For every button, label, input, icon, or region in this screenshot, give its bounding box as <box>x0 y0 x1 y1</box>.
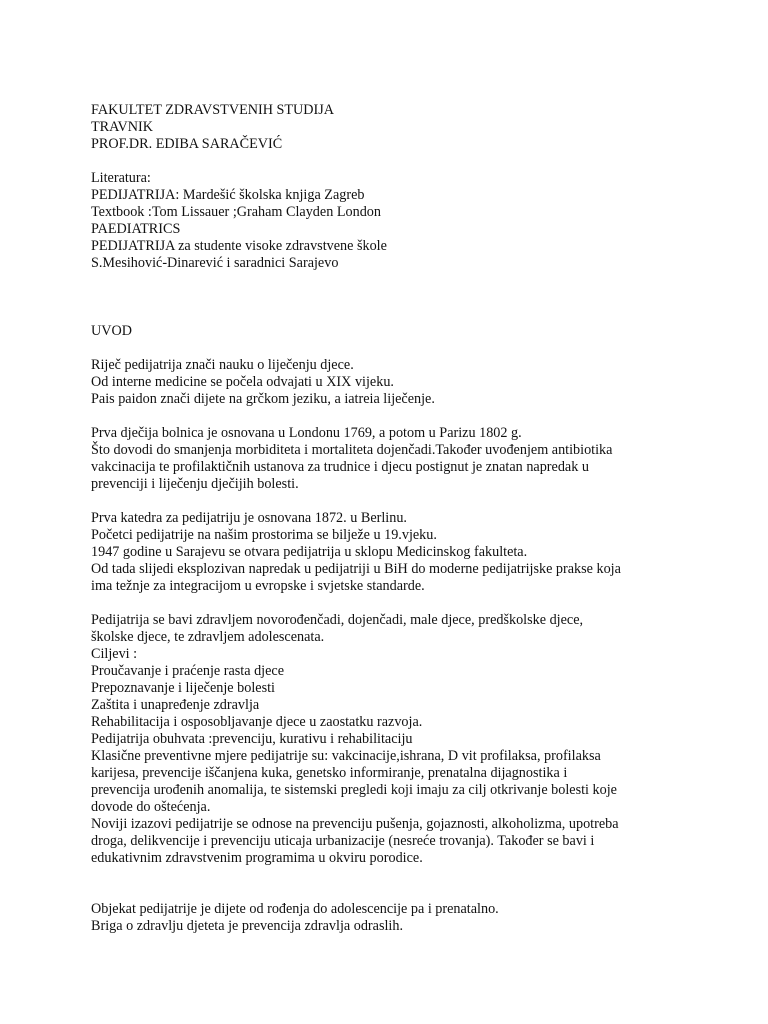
text-line: prevenciji i liječenju dječijih bolesti. <box>91 476 299 492</box>
text-line: vakcinacija te profilaktičnih ustanova za trudnice i djecu postignut je znatan napredak u <box>91 459 589 475</box>
literature-item: PAEDIATRICS <box>91 221 181 237</box>
text-line: Proučavanje i praćenje rasta djece <box>91 663 284 679</box>
text-line: Prepoznavanje i liječenje bolesti <box>91 680 275 696</box>
text-line: Od tada slijedi eksplozivan napredak u pedijatriji u BiH do moderne pedijatrijske prakse koja <box>91 561 621 577</box>
literature-item: S.Mesihović-Dinarević i saradnici Sarajevo <box>91 255 339 271</box>
text-line: prevencija urođenih anomalija, te sistemski pregledi koji imaju za cilj otkrivanje bolesti koje <box>91 782 617 798</box>
text-line: Briga o zdravlju djeteta je prevencija zdravlja odraslih. <box>91 918 403 934</box>
paragraph-scope <box>91 612 731 867</box>
text-line: Riječ pedijatrija znači nauku o liječenju djece. <box>91 357 354 373</box>
text-line: dovode do oštećenja. <box>91 799 211 815</box>
literature-item: Textbook :Tom Lissauer ;Graham Clayden London <box>91 204 381 220</box>
text-line: Prva dječija bolnica je osnovana u Londonu 1769, a potom u Parizu 1802 g. <box>91 425 522 441</box>
literature-item: PEDIJATRIJA: Mardešić školska knjiga Zagreb <box>91 187 365 203</box>
faculty-name: FAKULTET ZDRAVSTVENIH STUDIJA <box>91 102 335 118</box>
document-page <box>91 102 731 935</box>
text-line: Prva katedra za pedijatriju je osnovana 1872. u Berlinu. <box>91 510 407 526</box>
text-line: 1947 godine u Sarajevu se otvara pedijatrija u sklopu Medicinskog fakulteta. <box>91 544 528 560</box>
literature-item: PEDIJATRIJA za studente visoke zdravstvene škole <box>91 238 387 254</box>
text-line: Pais paidon znači dijete na grčkom jeziku, a iatreia liječenje. <box>91 391 435 407</box>
section-title: UVOD <box>91 323 132 339</box>
text-line: Noviji izazovi pedijatrije se odnose na prevenciju pušenja, gojaznosti, alkoholizma, upotreba <box>91 816 619 832</box>
paragraph-object <box>91 901 731 935</box>
author-name: PROF.DR. EDIBA SARAČEVIĆ <box>91 136 283 152</box>
literature-heading: Literatura: <box>91 170 151 186</box>
text-line: Pedijatrija obuhvata :prevenciju, kurativu i rehabilitaciju <box>91 731 413 747</box>
text-line: Rehabilitacija i osposobljavanje djece u zaostatku razvoja. <box>91 714 423 730</box>
text-line: ima težnje za integracijom u evropske i svjetske standarde. <box>91 578 425 594</box>
document-header <box>91 102 731 153</box>
text-line: Od interne medicine se počela odvajati u XIX vijeku. <box>91 374 394 390</box>
text-line: droga, delikvencije i prevenciju uticaja urbanizacije (nesreće trovanja). Također se bavi i <box>91 833 595 849</box>
text-line: karijesa, prevencije iščanjena kuka, genetsko informiranje, prenatalna dijagnostika i <box>91 765 568 781</box>
paragraph-department <box>91 510 731 595</box>
text-line: Što dovodi do smanjenja morbiditeta i mortaliteta dojenčadi.Također uvođenjem antibiotika <box>91 442 613 458</box>
literature-list <box>91 170 731 272</box>
text-line: Ciljevi : <box>91 646 138 662</box>
text-line: Objekat pedijatrije je dijete od rođenja do adolescencije pa i prenatalno. <box>91 901 499 917</box>
text-line: školske djece, te zdravljem adolescenata. <box>91 629 325 645</box>
text-line: edukativnim zdravstvenim programima u okviru porodice. <box>91 850 423 866</box>
text-line: Pedijatrija se bavi zdravljem novorođenčadi, dojenčadi, male djece, predškolske djece, <box>91 612 584 628</box>
text-line: Zaštita i unapređenje zdravlja <box>91 697 260 713</box>
paragraph-history <box>91 425 731 493</box>
text-line: Klasične preventivne mjere pedijatrije su: vakcinacije,ishrana, D vit profilaksa, profilaksa <box>91 748 601 764</box>
city-name: TRAVNIK <box>91 119 154 135</box>
text-line: Početci pedijatrije na našim prostorima se bilježe u 19.vjeku. <box>91 527 437 543</box>
paragraph-definition <box>91 357 731 408</box>
